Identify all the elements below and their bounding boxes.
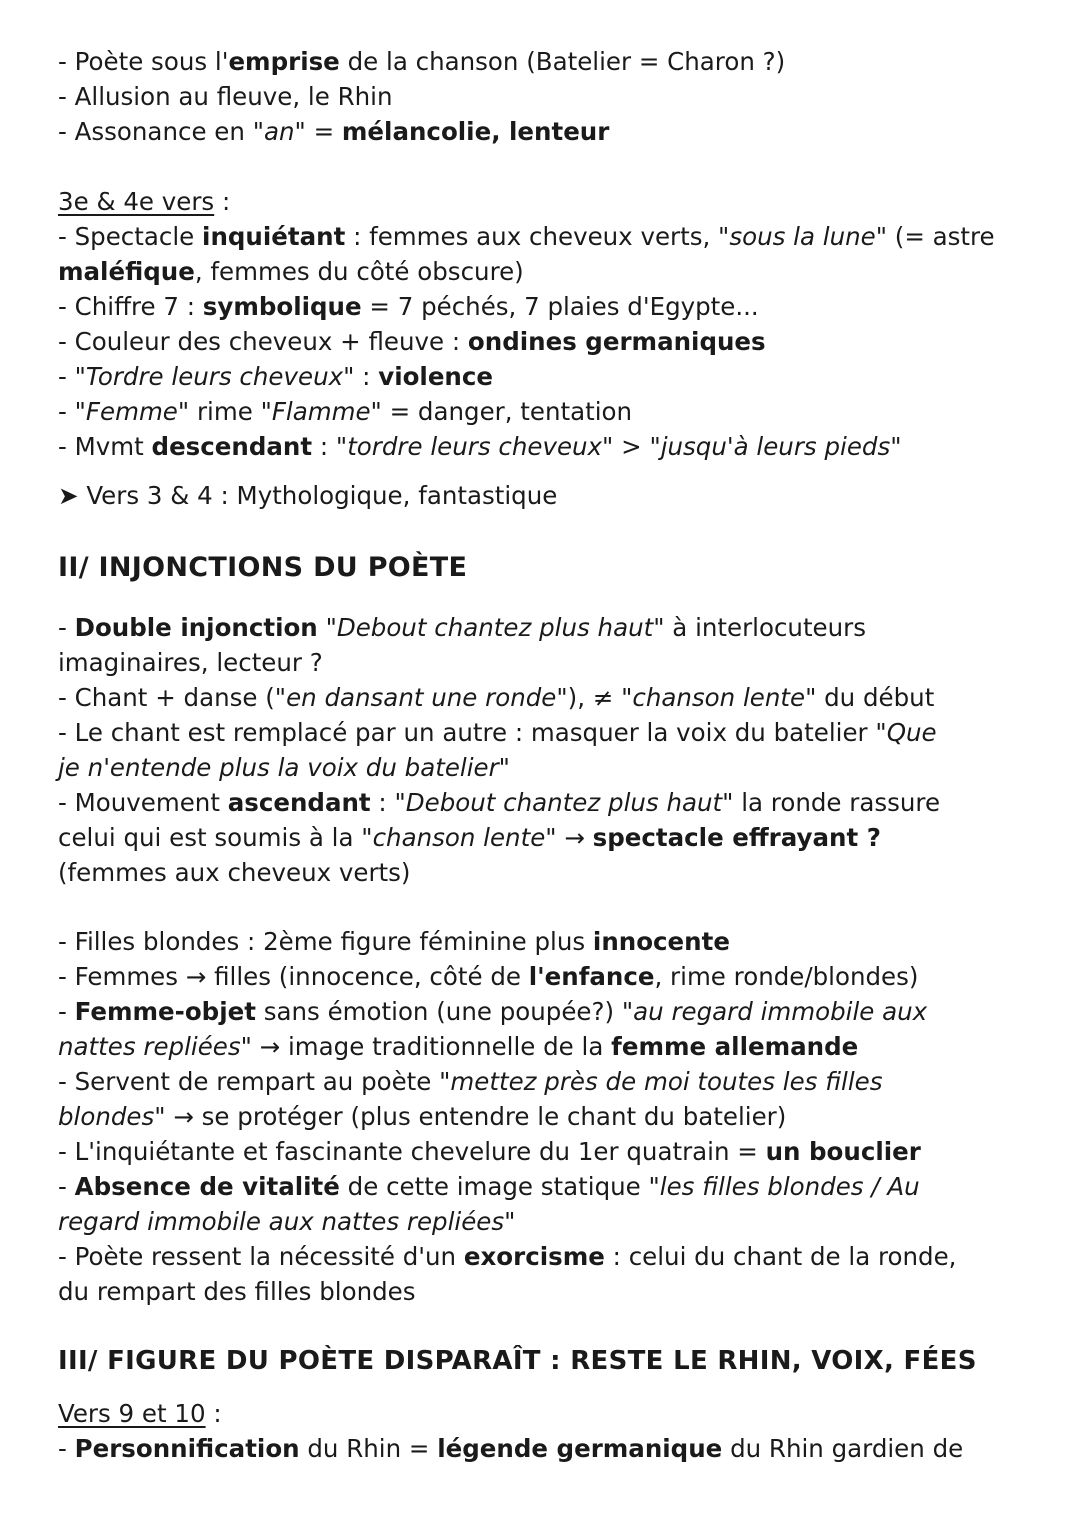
bullet-line: - Servent de rempart au poète "mettez près de moi toutes les filles [58,1067,883,1096]
bullet-line: - "Femme" rime "Flamme" = danger, tentation [58,397,633,426]
verses-9-10-block [58,1396,1033,1466]
bullet-line: celui qui est soumis à la "chanson lente" → spectacle effrayant ? [58,823,881,852]
subheading-verses-3-4: 3e & 4e vers : [58,187,231,216]
section-title-figure-poete: III/ FIGURE DU POÈTE DISPARAÎT : RESTE LE RHIN, VOIX, FÉES [58,1346,977,1376]
bullet-line: - Personnification du Rhin = légende germanique du Rhin gardien de [58,1434,964,1463]
bullet-line: blondes" → se protéger (plus entendre le chant du batelier) [58,1102,787,1131]
bullet-line: - Femme-objet sans émotion (une poupée?) "au regard immobile aux [58,997,928,1026]
verses-3-4-block [58,184,1033,464]
bullet-line: - Absence de vitalité de cette image statique "les filles blondes / Au [58,1172,920,1201]
subheading-verses-9-10: Vers 9 et 10 : [58,1399,222,1428]
bullet-line: - "Tordre leurs cheveux" : violence [58,362,494,391]
bullet-line: (femmes aux cheveux verts) [58,858,411,887]
injonctions-paragraph-1 [58,610,1033,890]
bullet-line: - Assonance en "an" = mélancolie, lenteur [58,117,610,146]
bullet-line: - Chiffre 7 : symbolique = 7 péchés, 7 plaies d'Egypte... [58,292,759,321]
bullet-line: - Mouvement ascendant : "Debout chantez plus haut" la ronde rassure [58,788,941,817]
injonctions-paragraph-2 [58,924,1033,1309]
bullet-line: du rempart des filles blondes [58,1277,416,1306]
bullet-line: - Spectacle inquiétant : femmes aux cheveux verts, "sous la lune" (= astre [58,222,995,251]
arrow-bullet-icon: ➤ [58,481,79,510]
bullet-line: - L'inquiétante et fascinante chevelure du 1er quatrain = un bouclier [58,1137,921,1166]
bullet-line: - Mvmt descendant : "tordre leurs cheveux" > "jusqu'à leurs pieds" [58,432,902,461]
bullet-line: - Double injonction "Debout chantez plus haut" à interlocuteurs [58,613,866,642]
bullet-line: - Allusion au fleuve, le Rhin [58,82,393,111]
bullet-line: - Poète sous l'emprise de la chanson (Batelier = Charon ?) [58,47,786,76]
conclusion-line: ➤ Vers 3 & 4 : Mythologique, fantastique [58,481,558,510]
bullet-line: maléfique, femmes du côté obscure) [58,257,524,286]
intro-bullets [58,44,1033,149]
bullet-line: regard immobile aux nattes repliées" [58,1207,516,1236]
section-title-injonctions: II/ INJONCTIONS DU POÈTE [58,552,468,583]
bullet-line: nattes repliées" → image traditionnelle de la femme allemande [58,1032,859,1061]
bullet-line: - Poète ressent la nécessité d'un exorcisme : celui du chant de la ronde, [58,1242,957,1271]
bullet-line: - Couleur des cheveux + fleuve : ondines germaniques [58,327,766,356]
bullet-line: - Le chant est remplacé par un autre : masquer la voix du batelier "Que [58,718,937,747]
bullet-line: - Filles blondes : 2ème figure féminine plus innocente [58,927,730,956]
bullet-line: - Femmes → filles (innocence, côté de l'enfance, rime ronde/blondes) [58,962,919,991]
bullet-line: imaginaires, lecteur ? [58,648,323,677]
bullet-line: je n'entende plus la voix du batelier" [58,753,510,782]
bullet-line: - Chant + danse ("en dansant une ronde"), ≠ "chanson lente" du début [58,683,935,712]
